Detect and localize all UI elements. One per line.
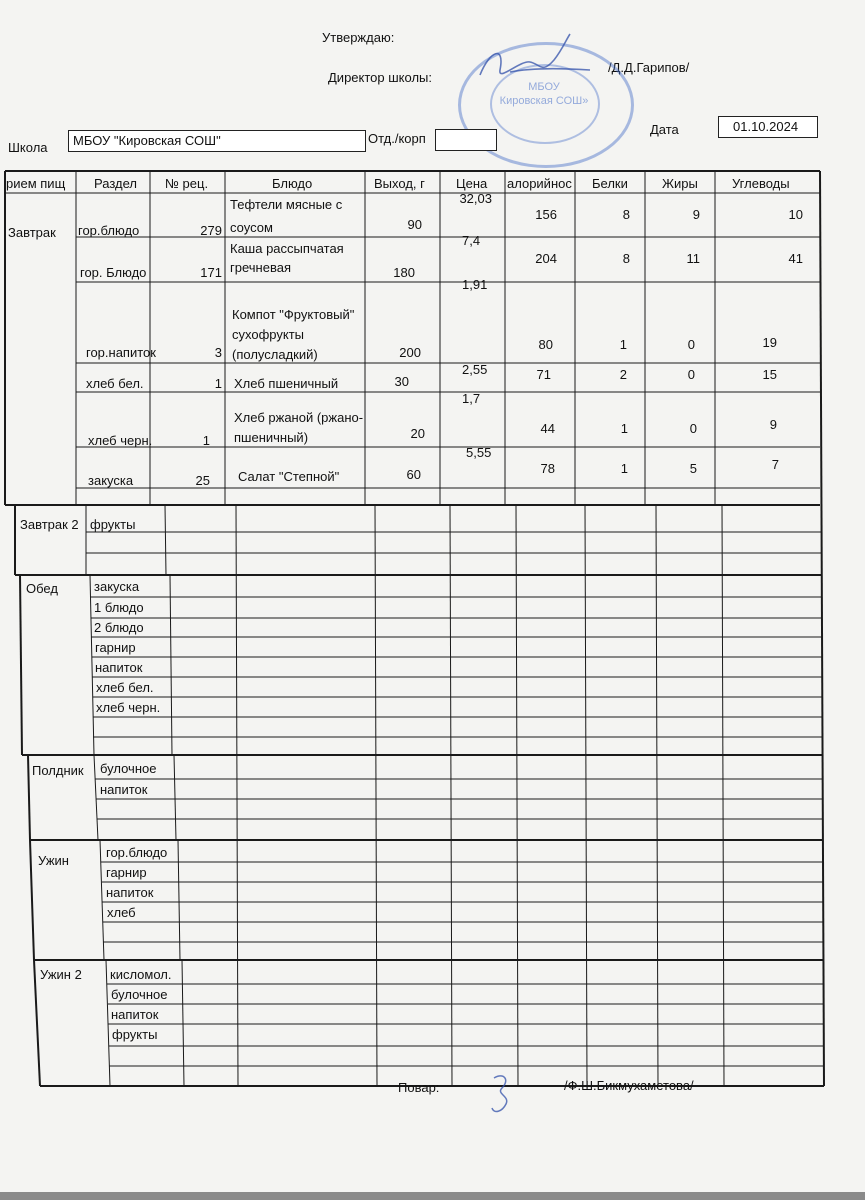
approve-label: Утверждаю: <box>322 30 395 45</box>
school-value: МБОУ "Кировская СОШ" <box>73 133 221 148</box>
price-cell: 7,4 <box>462 233 481 248</box>
date-value: 01.10.2024 <box>733 119 799 134</box>
section-label: фрукты <box>112 1027 158 1042</box>
output-cell: 200 <box>399 345 421 360</box>
section-label: 1 блюдо <box>94 600 144 615</box>
calories-cell: 156 <box>535 207 557 222</box>
school-label: Школа <box>8 140 48 155</box>
col-header-fat: Жиры <box>662 176 698 191</box>
dish-line: Компот "Фруктовый" <box>232 307 355 322</box>
seal-line-2: Кировская СОШ» <box>499 95 589 107</box>
section-label: закуска <box>94 579 140 594</box>
carbs-cell: 9 <box>769 417 777 432</box>
dish-cell <box>230 240 344 276</box>
date-label: Дата <box>650 122 679 137</box>
dish-cell: Салат "Степной" <box>238 469 340 484</box>
col-header-dish: Блюдо <box>272 176 313 191</box>
section-label: хлеб бел. <box>96 680 154 695</box>
section-label: гор.блюдо <box>106 845 168 860</box>
recipe-cell: 1 <box>214 376 222 391</box>
protein-cell: 8 <box>622 207 630 222</box>
cook-name: /Ф.Ш.Бикмухаметова/ <box>564 1078 694 1093</box>
calories-cell: 204 <box>535 251 557 266</box>
col-header-recipe: № рец. <box>165 176 209 191</box>
fat-cell: 0 <box>687 337 695 352</box>
col-header-meal: рием пищ <box>6 176 66 191</box>
dish-line: гречневая <box>230 260 291 275</box>
col-header-calories: алорийнос <box>507 176 572 191</box>
protein-cell: 2 <box>619 367 627 382</box>
dish-line: соусом <box>230 220 273 235</box>
recipe-cell: 279 <box>200 223 222 238</box>
dish-cell <box>230 196 342 236</box>
cook-signature <box>480 1068 530 1118</box>
calories-cell: 80 <box>538 337 553 352</box>
section-label: гарнир <box>95 640 136 655</box>
dish-line: Каша рассыпчатая <box>230 241 344 256</box>
recipe-cell: 1 <box>202 433 210 448</box>
scan-edge <box>0 1192 865 1200</box>
fat-cell: 5 <box>689 461 697 476</box>
meal-breakfast-2: Завтрак 2 <box>20 517 79 532</box>
carbs-cell: 41 <box>788 251 803 266</box>
dish-cell <box>232 305 354 365</box>
section-label: хлеб <box>107 905 136 920</box>
output-cell: 20 <box>410 426 425 441</box>
meal-dinner: Ужин <box>38 853 69 868</box>
price-cell: 1,91 <box>462 277 488 292</box>
section-label: напиток <box>95 660 143 675</box>
dish-cell <box>234 408 363 448</box>
dish-line: пшеничный) <box>234 430 309 445</box>
price-cell: 1,7 <box>462 391 481 406</box>
protein-cell: 1 <box>620 421 628 436</box>
section-label: гарнир <box>106 865 147 880</box>
fat-cell: 0 <box>689 421 697 436</box>
price-cell: 5,55 <box>466 445 492 460</box>
director-name: /Д.Д.Гарипов/ <box>608 60 690 75</box>
recipe-cell: 25 <box>195 473 210 488</box>
output-cell: 30 <box>394 374 409 389</box>
carbs-cell: 19 <box>762 335 777 350</box>
calories-cell: 71 <box>536 367 551 382</box>
dish-line: Тефтели мясные с <box>230 197 343 212</box>
director-label: Директор школы: <box>328 70 432 85</box>
meal-breakfast: Завтрак <box>8 225 56 240</box>
recipe-cell: 3 <box>214 345 222 360</box>
protein-cell: 1 <box>619 337 627 352</box>
fat-cell: 0 <box>687 367 695 382</box>
dish-cell: Хлеб пшеничный <box>234 376 339 391</box>
fat-cell: 11 <box>686 251 700 266</box>
section-cell: гор.блюдо <box>78 223 140 238</box>
section-cell: закуска <box>88 473 134 488</box>
section-label: фрукты <box>90 517 136 532</box>
section-label: хлеб черн. <box>96 700 161 715</box>
dept-label: Отд./корп <box>368 131 426 146</box>
col-header-carbs: Углеводы <box>732 176 790 191</box>
col-header-output: Выход, г <box>374 176 425 191</box>
section-label: булочное <box>100 761 157 776</box>
col-header-price: Цена <box>456 176 488 191</box>
protein-cell: 1 <box>620 461 628 476</box>
recipe-cell: 171 <box>200 265 222 280</box>
calories-cell: 44 <box>540 421 555 436</box>
fat-cell: 9 <box>692 207 700 222</box>
section-cell: хлеб бел. <box>86 376 144 391</box>
col-header-protein: Белки <box>592 176 628 191</box>
cook-label: Повар: <box>398 1080 440 1095</box>
protein-cell: 8 <box>622 251 630 266</box>
dish-line: Хлеб ржаной (ржано- <box>234 410 364 425</box>
carbs-cell: 7 <box>771 457 779 472</box>
output-cell: 180 <box>393 265 415 280</box>
section-cell: хлеб черн. <box>88 433 153 448</box>
calories-cell: 78 <box>540 461 555 476</box>
meal-dinner-2: Ужин 2 <box>40 967 82 982</box>
meal-lunch: Обед <box>26 581 58 596</box>
meal-snack: Полдник <box>32 763 84 778</box>
section-cell: гор.напиток <box>86 345 156 360</box>
price-cell: 2,55 <box>462 362 488 377</box>
section-label: напиток <box>106 885 154 900</box>
section-cell: гор. Блюдо <box>80 265 147 280</box>
section-label: кисломол. <box>110 967 172 982</box>
output-cell: 90 <box>407 217 422 232</box>
section-label: напиток <box>100 782 148 797</box>
carbs-cell: 10 <box>788 207 803 222</box>
seal-line-1: МБОУ <box>528 81 560 93</box>
price-cell: 32,03 <box>459 191 492 206</box>
section-label: 2 блюдо <box>94 620 144 635</box>
output-cell: 60 <box>406 467 421 482</box>
carbs-cell: 15 <box>762 367 777 382</box>
dish-line: (полусладкий) <box>232 347 318 362</box>
section-label: напиток <box>111 1007 159 1022</box>
section-label: булочное <box>111 987 168 1002</box>
dish-line: сухофрукты <box>232 327 304 342</box>
col-header-section: Раздел <box>94 176 137 191</box>
